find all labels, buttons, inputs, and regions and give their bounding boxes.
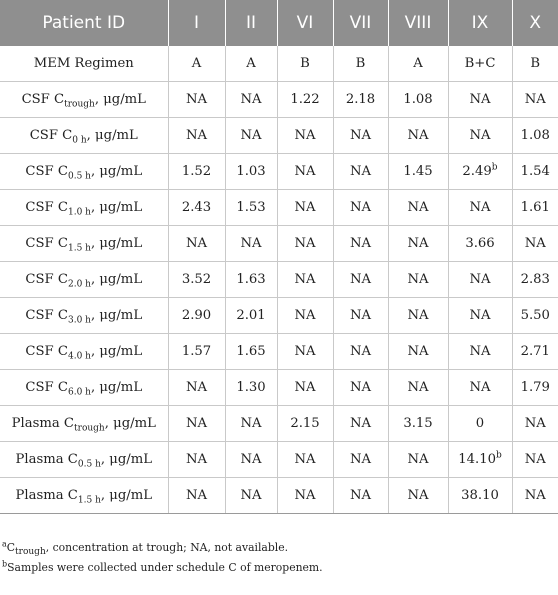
footnote-ref: b <box>491 162 498 173</box>
cell-value: NA <box>294 200 316 215</box>
table-cell <box>388 442 448 478</box>
row-label <box>0 190 168 226</box>
cell-value: 1.79 <box>520 380 550 395</box>
table-cell <box>388 190 448 226</box>
table-cell <box>448 190 512 226</box>
table-cell <box>225 478 277 514</box>
table-cell <box>512 406 558 442</box>
cell-value: 1.54 <box>520 164 550 179</box>
cell-value: NA <box>407 344 429 359</box>
table-cell <box>225 406 277 442</box>
cell-value: A <box>246 56 256 71</box>
header-cell-vi: VI <box>277 0 333 46</box>
table-cell <box>225 154 277 190</box>
table-cell <box>168 118 225 154</box>
header-cell-i: I <box>168 0 225 46</box>
table-cell <box>333 298 388 334</box>
cell-value: NA <box>524 92 546 107</box>
footnote-ref: b <box>496 450 502 461</box>
table-cell <box>448 118 512 154</box>
table-cell <box>448 154 512 190</box>
row-label <box>0 406 168 442</box>
row-label-unit: , μg/mL <box>90 344 143 359</box>
cell-value: NA <box>349 128 372 143</box>
table-cell <box>388 370 448 406</box>
row-label-subscript: 4.0 h <box>67 351 91 362</box>
cell-value: 1.03 <box>236 164 266 179</box>
header-cell-patient-id: Patient ID <box>0 0 168 46</box>
row-label-text: MEM Regimen <box>33 56 134 71</box>
table-cell <box>225 442 277 478</box>
table-cell <box>277 406 333 442</box>
cell-value: NA <box>469 128 491 143</box>
row-label-unit: , μg/mL <box>90 308 143 323</box>
table-cell <box>168 226 225 262</box>
row-label <box>0 262 168 298</box>
row-label-unit: , μg/mL <box>90 272 143 287</box>
cell-value: NA <box>294 344 316 359</box>
cell-value: NA <box>294 236 316 251</box>
table-row <box>0 406 558 442</box>
row-label-subscript: 0 h <box>72 135 87 146</box>
footnote-b <box>2 558 323 578</box>
header-cell-viii: VIII <box>388 0 448 46</box>
table-cell <box>277 370 333 406</box>
cell-value: 1.30 <box>236 380 266 395</box>
row-label-text: Plasma C <box>15 452 78 467</box>
table-row <box>0 478 558 514</box>
cell-value: 2.49 <box>462 164 492 179</box>
cell-value: NA <box>185 488 208 503</box>
cell-value: 2.18 <box>345 92 376 107</box>
table-cell <box>512 262 558 298</box>
cell-value: 14.10 <box>458 452 496 467</box>
table-cell <box>388 478 448 514</box>
row-label-text: CSF C <box>25 380 68 395</box>
table-cell <box>225 82 277 118</box>
cell-value: NA <box>240 452 262 467</box>
row-label-unit: , μg/mL <box>100 488 152 503</box>
footnote-mark-b: b <box>2 559 8 569</box>
footnote-mark-a: a <box>2 539 7 549</box>
table-cell <box>277 118 333 154</box>
table-cell <box>277 298 333 334</box>
table-cell <box>512 82 558 118</box>
table-cell <box>277 46 333 82</box>
cell-value: NA <box>349 416 372 431</box>
cell-value: NA <box>240 416 262 431</box>
row-label-text: Plasma C <box>15 488 78 503</box>
footnote-a-text: , concentration at trough; NA, not available. <box>45 541 289 554</box>
row-label-unit: , μg/mL <box>90 236 143 251</box>
header-cell-ii: II <box>225 0 277 46</box>
cell-value: A <box>191 56 202 71</box>
table-cell <box>277 154 333 190</box>
cell-value: NA <box>407 308 429 323</box>
table-cell <box>333 334 388 370</box>
cell-value: NA <box>240 236 262 251</box>
row-label-subscript: 1.0 h <box>67 207 91 218</box>
table-cell <box>168 334 225 370</box>
cell-value: NA <box>294 452 316 467</box>
table-cell <box>225 46 277 82</box>
cell-value: NA <box>240 488 262 503</box>
table-cell <box>225 226 277 262</box>
header-cell-vii: VII <box>333 0 388 46</box>
cell-value: 1.63 <box>236 272 266 287</box>
table-row <box>0 82 558 118</box>
table-cell <box>225 298 277 334</box>
table-cell <box>168 262 225 298</box>
table-cell <box>277 262 333 298</box>
table-cell <box>333 154 388 190</box>
cell-value: 1.22 <box>290 92 320 107</box>
cell-value: B <box>300 56 310 71</box>
table-cell <box>512 370 558 406</box>
cell-value: NA <box>185 380 208 395</box>
table-cell <box>448 478 512 514</box>
header-cell-ix: IX <box>448 0 512 46</box>
cell-value: NA <box>349 236 372 251</box>
cell-value: B <box>530 56 541 71</box>
cell-value: NA <box>469 92 491 107</box>
row-label-subscript: trough <box>64 99 95 110</box>
cell-value: NA <box>524 452 546 467</box>
table-cell <box>388 406 448 442</box>
cell-value: 2.83 <box>520 272 550 287</box>
cell-value: NA <box>407 488 429 503</box>
cell-value: NA <box>294 272 316 287</box>
table-cell <box>448 262 512 298</box>
cell-value: 38.10 <box>461 488 499 503</box>
cell-value: NA <box>294 488 316 503</box>
cell-value: NA <box>407 272 429 287</box>
footnotes <box>2 538 323 578</box>
footnote-a-pre: C <box>6 541 16 554</box>
table-cell <box>448 370 512 406</box>
table-cell <box>388 118 448 154</box>
table-cell <box>333 370 388 406</box>
cell-value: NA <box>407 452 429 467</box>
table-cell <box>448 298 512 334</box>
row-label-text: Plasma C <box>11 416 75 431</box>
table-cell <box>512 334 558 370</box>
table-cell <box>448 334 512 370</box>
table-cell <box>277 190 333 226</box>
row-label-unit: , μg/mL <box>94 92 146 107</box>
row-label-subscript: 2.0 h <box>67 279 91 290</box>
table-cell <box>448 82 512 118</box>
table-cell <box>225 334 277 370</box>
row-label-unit: , μg/mL <box>86 128 138 143</box>
cell-value: NA <box>349 452 372 467</box>
cell-value: NA <box>349 164 372 179</box>
table-cell <box>448 406 512 442</box>
cell-value: NA <box>294 380 316 395</box>
table-cell <box>512 46 558 82</box>
table-cell <box>333 82 388 118</box>
cell-value: NA <box>185 128 208 143</box>
cell-value: NA <box>349 344 372 359</box>
cell-value: NA <box>524 416 546 431</box>
cell-value: NA <box>407 380 429 395</box>
cell-value: NA <box>185 416 208 431</box>
cell-value: 5.50 <box>520 308 550 323</box>
row-label-text: CSF C <box>25 200 68 215</box>
row-label-text: CSF C <box>25 236 68 251</box>
table-row <box>0 46 558 82</box>
table-cell <box>388 154 448 190</box>
cell-value: NA <box>469 308 491 323</box>
row-label <box>0 46 168 82</box>
table-cell <box>512 442 558 478</box>
cell-value: 3.66 <box>465 236 495 251</box>
footnote-a-sub: trough <box>15 547 46 558</box>
table-cell <box>168 478 225 514</box>
table-cell <box>277 442 333 478</box>
cell-value: NA <box>349 272 372 287</box>
cell-value: NA <box>469 272 491 287</box>
cell-value: 1.52 <box>181 164 212 179</box>
table-cell <box>388 46 448 82</box>
row-label <box>0 226 168 262</box>
cell-value: NA <box>294 128 316 143</box>
table-cell <box>225 370 277 406</box>
row-label-unit: , μg/mL <box>104 416 156 431</box>
table-cell <box>168 298 225 334</box>
cell-value: 1.61 <box>520 200 550 215</box>
table-cell <box>168 154 225 190</box>
table-cell <box>333 190 388 226</box>
cell-value: NA <box>469 344 491 359</box>
cell-value: NA <box>524 236 546 251</box>
table-cell <box>333 118 388 154</box>
cell-value: 3.15 <box>403 416 433 431</box>
cell-value: 1.53 <box>236 200 266 215</box>
table-cell <box>168 190 225 226</box>
row-label <box>0 154 168 190</box>
cell-value: NA <box>240 92 262 107</box>
table-row <box>0 154 558 190</box>
table-row <box>0 190 558 226</box>
table-cell <box>388 262 448 298</box>
table-cell <box>512 298 558 334</box>
table-cell <box>512 154 558 190</box>
table-cell <box>225 118 277 154</box>
cell-value: 0 <box>475 416 485 431</box>
table-cell <box>388 298 448 334</box>
cell-value: 1.08 <box>520 128 550 143</box>
table-cell <box>277 478 333 514</box>
table-row <box>0 118 558 154</box>
cell-value: NA <box>294 164 316 179</box>
row-label-unit: , μg/mL <box>100 452 152 467</box>
table-body <box>0 46 558 514</box>
row-label <box>0 370 168 406</box>
table-cell <box>225 262 277 298</box>
table-cell <box>388 82 448 118</box>
row-label-subscript: trough <box>74 423 105 434</box>
row-label <box>0 298 168 334</box>
row-label-text: CSF C <box>25 272 68 287</box>
table-cell <box>512 118 558 154</box>
row-label <box>0 334 168 370</box>
cell-value: 1.57 <box>181 344 212 359</box>
table-cell <box>225 190 277 226</box>
table-cell <box>512 226 558 262</box>
row-label-subscript: 3.0 h <box>67 315 91 326</box>
table-cell <box>333 226 388 262</box>
footnote-b-text: Samples were collected under schedule C of meropenem. <box>7 561 323 574</box>
cell-value: 1.65 <box>236 344 266 359</box>
cell-value: 2.90 <box>181 308 212 323</box>
table-cell <box>168 406 225 442</box>
cell-value: NA <box>349 200 372 215</box>
table-cell <box>448 442 512 478</box>
header-cell-x: X <box>512 0 558 46</box>
table-cell <box>388 226 448 262</box>
row-label-subscript: 0.5 h <box>77 459 101 470</box>
table-row <box>0 262 558 298</box>
cell-value: NA <box>185 452 208 467</box>
table-cell <box>333 406 388 442</box>
cell-value: NA <box>407 236 429 251</box>
footnote-a <box>2 538 323 558</box>
cell-value: NA <box>349 488 372 503</box>
table-cell <box>448 226 512 262</box>
cell-value: 2.71 <box>520 344 550 359</box>
table-row <box>0 370 558 406</box>
row-label-text: CSF C <box>25 164 68 179</box>
table-cell <box>168 82 225 118</box>
cell-value: 2.01 <box>236 308 266 323</box>
table-cell <box>277 82 333 118</box>
cell-value: A <box>413 56 423 71</box>
header-row <box>0 0 558 46</box>
cell-value: NA <box>185 92 208 107</box>
row-label-text: CSF C <box>25 308 68 323</box>
table-cell <box>333 262 388 298</box>
table-row <box>0 226 558 262</box>
cell-value: 1.45 <box>403 164 433 179</box>
cell-value: NA <box>407 128 429 143</box>
cell-value: NA <box>294 308 316 323</box>
cell-value: 2.43 <box>181 200 212 215</box>
row-label-subscript: 6.0 h <box>67 387 91 398</box>
row-label-unit: , μg/mL <box>90 380 143 395</box>
table-row <box>0 442 558 478</box>
cell-value: NA <box>407 200 429 215</box>
row-label <box>0 82 168 118</box>
table-cell <box>333 46 388 82</box>
row-label-text: CSF C <box>29 128 73 143</box>
row-label <box>0 118 168 154</box>
table-cell <box>168 442 225 478</box>
table-cell <box>388 334 448 370</box>
row-label-unit: , μg/mL <box>90 200 143 215</box>
row-label <box>0 442 168 478</box>
row-label-unit: , μg/mL <box>90 164 143 179</box>
cell-value: NA <box>349 308 372 323</box>
cell-value: 2.15 <box>290 416 320 431</box>
row-label-text: CSF C <box>21 92 65 107</box>
cell-value: NA <box>469 200 491 215</box>
table-cell <box>333 478 388 514</box>
row-label <box>0 478 168 514</box>
cell-value: NA <box>469 380 491 395</box>
cell-value: B <box>355 56 366 71</box>
table-cell <box>333 442 388 478</box>
row-label-subscript: 1.5 h <box>67 243 91 254</box>
cell-value: B+C <box>464 56 496 71</box>
table-cell <box>277 226 333 262</box>
cell-value: NA <box>524 488 546 503</box>
table-cell <box>512 478 558 514</box>
row-label-subscript: 0.5 h <box>67 171 91 182</box>
cell-value: NA <box>349 380 372 395</box>
table-cell <box>168 370 225 406</box>
cell-value: NA <box>240 128 262 143</box>
row-label-subscript: 1.5 h <box>77 495 101 506</box>
cell-value: 3.52 <box>181 272 212 287</box>
table-cell <box>168 46 225 82</box>
table-cell <box>277 334 333 370</box>
cell-value: NA <box>185 236 208 251</box>
table-cell <box>448 46 512 82</box>
table-row <box>0 298 558 334</box>
cell-value: 1.08 <box>403 92 433 107</box>
row-label-text: CSF C <box>25 344 68 359</box>
table-row <box>0 334 558 370</box>
table-cell <box>512 190 558 226</box>
